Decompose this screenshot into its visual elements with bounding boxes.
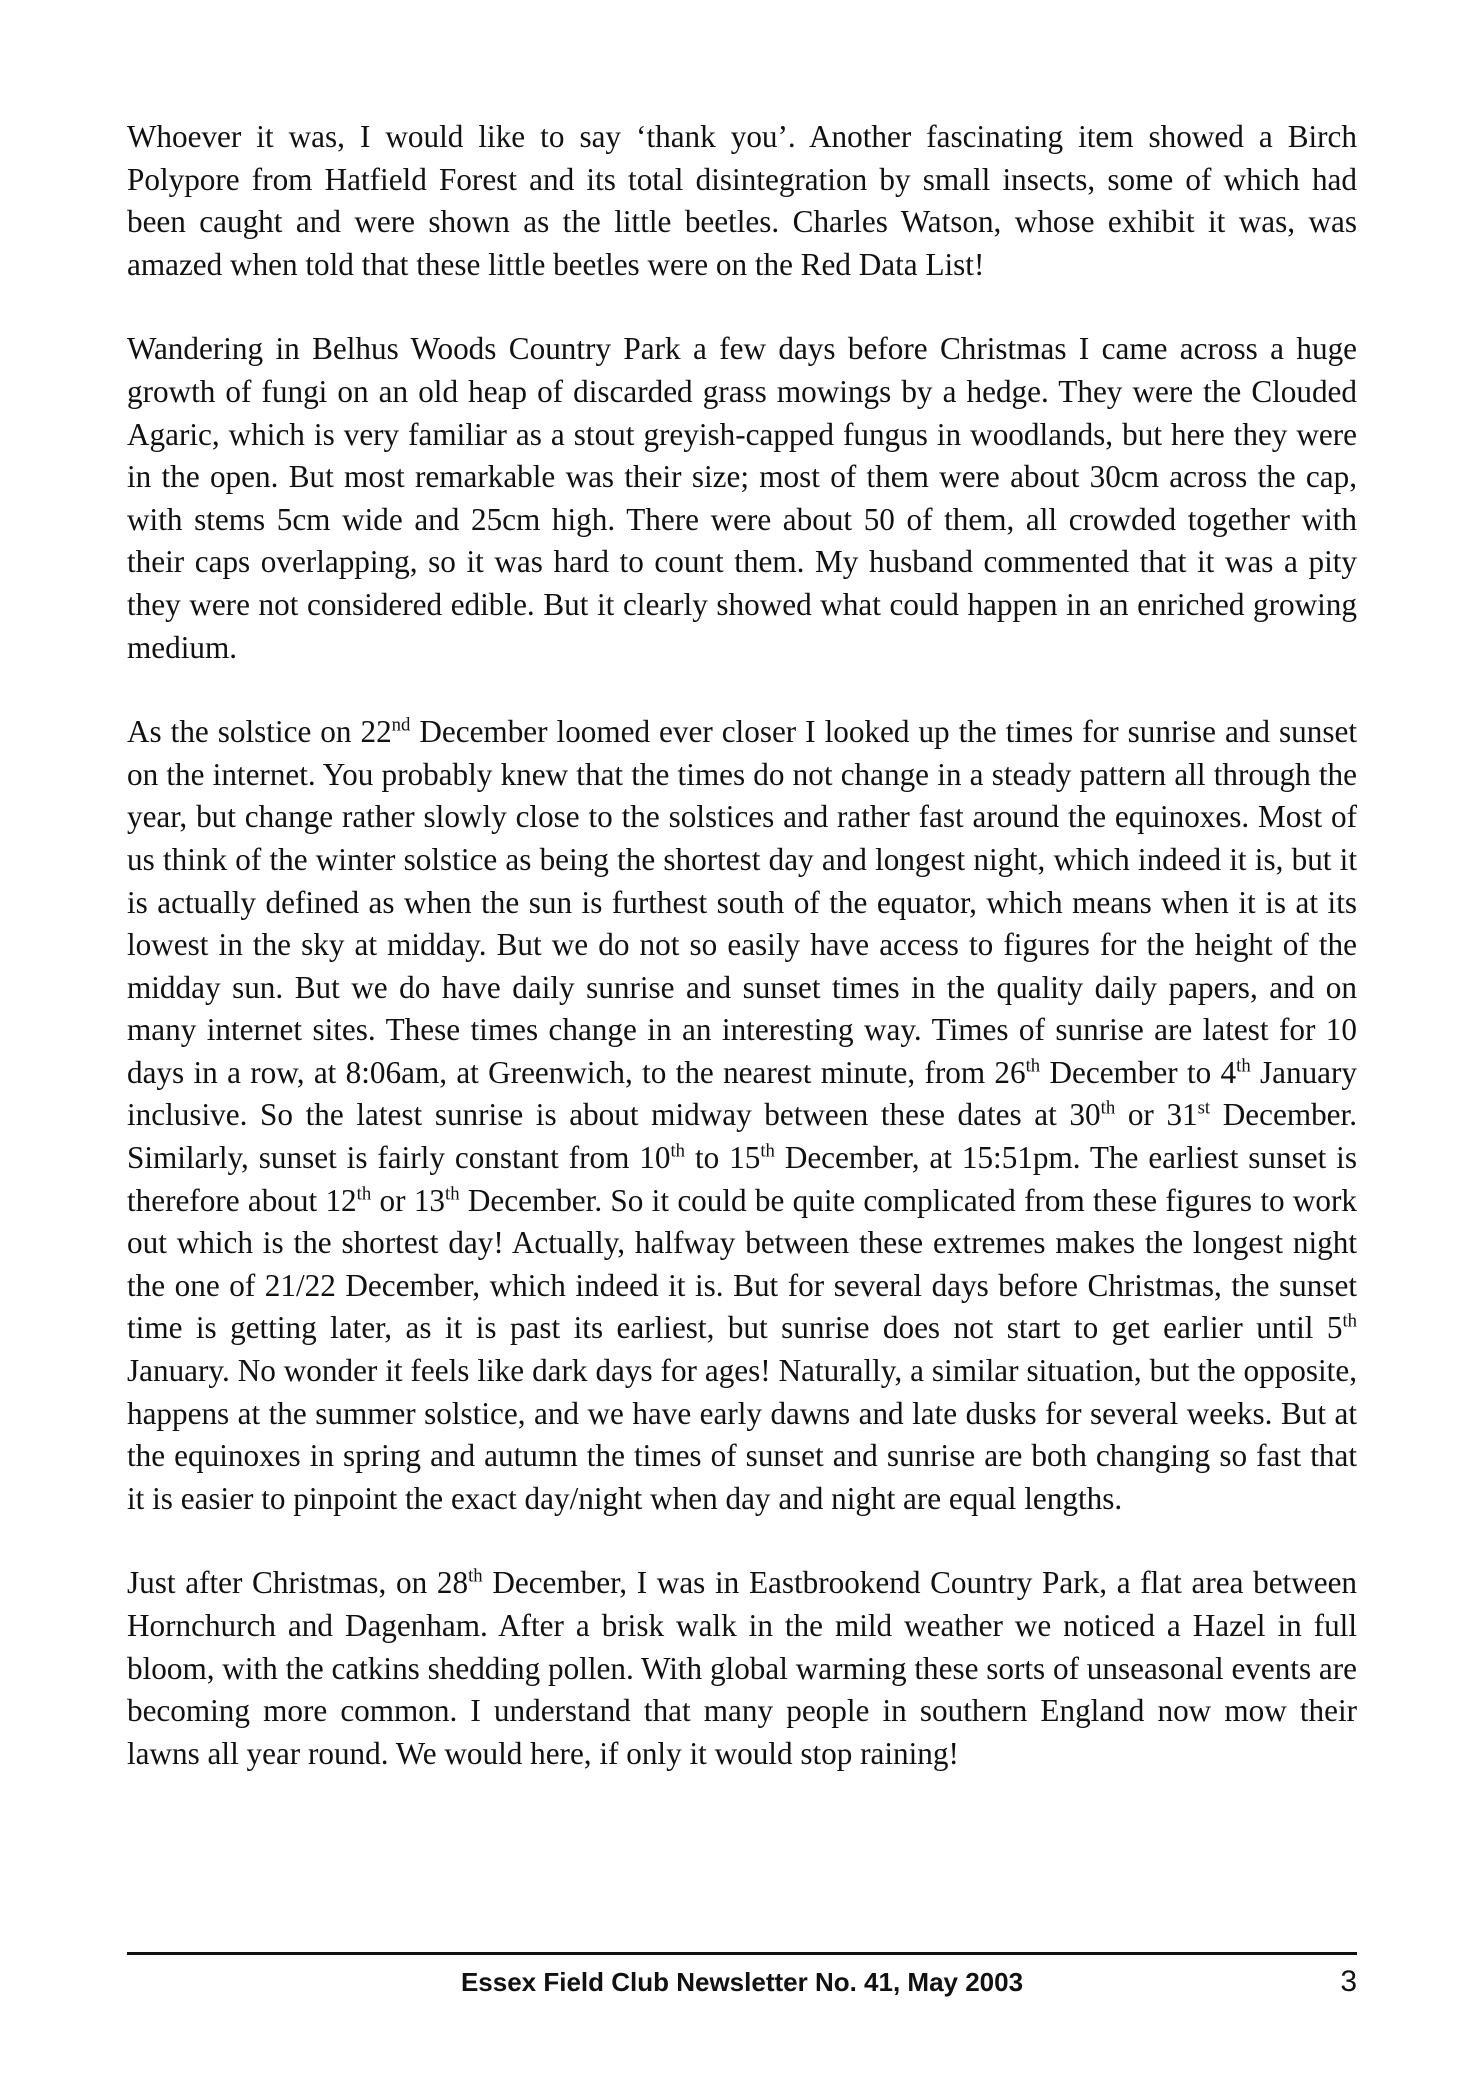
paragraph-text: January inclusive. So the latest sunrise is about midway between these dates at 30: [127, 1054, 1357, 1133]
ordinal-suffix: th: [356, 1183, 372, 1205]
ordinal-suffix: nd: [391, 714, 411, 736]
paragraph-fungi: [127, 328, 1357, 669]
paragraph-solstice: [127, 711, 1357, 1520]
ordinal-suffix: th: [670, 1140, 686, 1162]
ordinal-suffix: th: [1236, 1055, 1251, 1077]
paragraph-text: December. Similarly, sunset is fairly constant from 10: [127, 1097, 1357, 1176]
ordinal-suffix: th: [1100, 1098, 1116, 1120]
paragraph-text: Just after Christmas, on 28: [127, 1565, 469, 1601]
page-number: 3: [1340, 1965, 1357, 1998]
article-body: [127, 116, 1357, 1817]
paragraph-hazel: [127, 1562, 1357, 1775]
paragraph-text: Wandering in Belhus Woods Country Park a few days before Christmas I came across a huge growth of fungi on an old heap of discarded grass mowings by a hedge. They were the Clouded Agaric, which is very familiar as a stout greyish-capped fungus in woodlands, but here they were in the open. But most remarkable was their size; most of them were about 30cm across the cap, with stems 5cm wide and 25cm high. There were about 50 of them, all crowded together with their caps overlapping, so it was hard to count them. My husband commented that it was a pity they were not considered edible. But it clearly showed what could happen in an enriched growing medium.: [127, 331, 1357, 665]
paragraph-text: December. So it could be quite complicated from these figures to work out which is the shortest day! Actually, halfway between these extremes makes the longest night the one of 21/22 December, which indeed it is. But for several days before Christmas, the sunset time is getting later, as it is past its earliest, but sunrise does not start to get earlier until 5: [127, 1182, 1358, 1346]
paragraph-text: December loomed ever closer I looked up the times for sunrise and sunset on the internet. You probably knew that the times do not change in a steady pattern all through the year, but change rather slowly close to the solstices and rather fast around the equinoxes. Most of us think of the winter solstice as being the shortest day and longest night, which indeed it is, but it is actually defined as when the sun is furthest south of the equator, which means when it is at its lowest in the sky at midday. But we do not so easily have access to figures for the height of the midday sun. But we do have daily sunrise and sunset times in the quality daily papers, and on many internet sites. These times change in an interesting way. Times of sunrise are latest for 10 days in a row, at 8:06am, at Greenwich, to the nearest minute, from 26: [127, 714, 1357, 1090]
paragraph-text: As the solstice on 22: [127, 714, 392, 750]
ordinal-suffix: th: [445, 1183, 460, 1205]
newsletter-title: Essex Field Club Newsletter No. 41, May 2003: [460, 1967, 1024, 1997]
paragraph-text: December to 4: [1040, 1054, 1237, 1090]
paragraph-text: or 31: [1115, 1097, 1198, 1133]
paragraph-text: January. No wonder it feels like dark days for ages! Naturally, a similar situation, but the opposite, happens at the summer solstice, and we have early dawns and late dusks for several weeks. But at the equinoxes in spring and autumn the times of sunset and sunrise are both changing so fast that it is easier to pinpoint the exact day/night when day and night are equal lengths.: [127, 1353, 1357, 1516]
page-footer: [127, 1962, 1357, 2012]
footer-divider: [127, 1952, 1357, 1955]
paragraph-text: or 13: [371, 1182, 446, 1218]
ordinal-suffix: st: [1197, 1098, 1211, 1120]
ordinal-suffix: th: [468, 1566, 483, 1588]
ordinal-suffix: th: [1342, 1311, 1357, 1333]
paragraph-text: to 15: [685, 1140, 761, 1176]
paragraph-beetles: [127, 116, 1357, 286]
paragraph-text: December, at 15:51pm. The earliest sunset is therefore about 12: [127, 1140, 1357, 1218]
ordinal-suffix: th: [1025, 1055, 1041, 1077]
paragraph-text: Whoever it was, I would like to say ‘thank you’. Another fascinating item showed a Birch Polypore from Hatfield Forest and its total disintegration by small insects, some of which had been caught and were shown as the little beetles. Charles Watson, whose exhibit it was, was amazed when told that these little beetles were on the Red Data List!: [127, 119, 1357, 282]
paragraph-text: December, I was in Eastbrookend Country Park, a flat area between Hornchurch and Dagenham. After a brisk walk in the mild weather we noticed a Hazel in full bloom, with the catkins shedding pollen. With global warming these sorts of unseasonal events are becoming more common. I understand that many people in southern England now mow their lawns all year round. We would here, if only it would stop raining!: [127, 1565, 1358, 1771]
ordinal-suffix: th: [760, 1140, 775, 1162]
